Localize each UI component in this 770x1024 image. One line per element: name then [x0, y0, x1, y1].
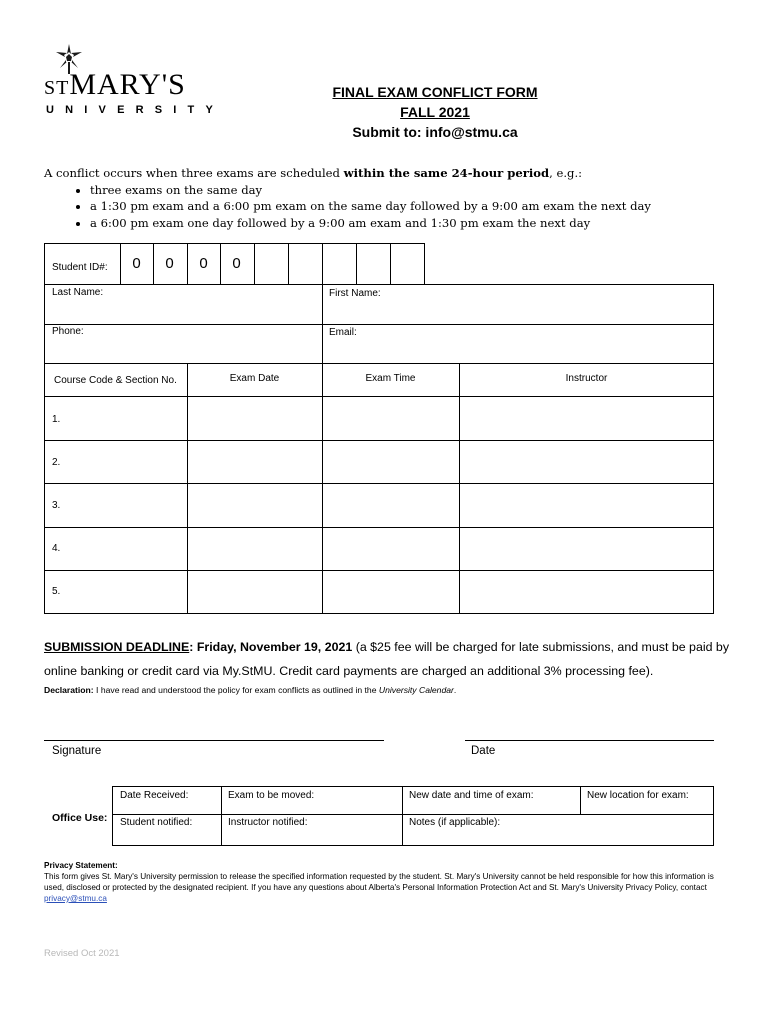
privacy-statement: [44, 860, 734, 904]
declaration: [44, 685, 456, 695]
lead-text-1: A conflict occurs when three exams are scheduled: [44, 166, 344, 180]
table-row[interactable]: 5.: [52, 586, 61, 597]
list-item: • a 1:30 pm exam and a 6:00 pm exam on the same day followed by a 9:00 am exam the next day: [90, 198, 734, 215]
declaration-end: .: [453, 685, 457, 695]
lead-bold: within the same 24-hour period: [343, 166, 550, 180]
logo-wordmark: [44, 70, 186, 103]
new-date-time-field[interactable]: New date and time of exam:: [409, 790, 534, 801]
logo-marys: MARY'S: [69, 68, 186, 101]
form-title-block: [300, 82, 570, 142]
signature-line[interactable]: [44, 740, 384, 741]
conflict-definition: [44, 165, 734, 231]
privacy-title: Privacy Statement:: [44, 861, 118, 870]
deadline-label-wrap: [44, 640, 352, 654]
table-row[interactable]: 2.: [52, 457, 61, 468]
col-exam-time: Exam Time: [365, 373, 416, 384]
submit-to: Submit to: info@stmu.ca: [352, 124, 518, 140]
list-item: • three exams on the same day: [90, 182, 734, 199]
student-id-label: Student ID#:: [52, 262, 108, 273]
logo-university: UNIVERSITY: [46, 104, 225, 116]
student-id-digit[interactable]: 0: [232, 255, 241, 272]
student-id-digit[interactable]: 0: [199, 255, 208, 272]
table-row[interactable]: 4.: [52, 543, 61, 554]
form-title: FINAL EXAM CONFLICT FORM: [332, 84, 538, 100]
submission-deadline: [44, 635, 744, 683]
privacy-email-link[interactable]: privacy@stmu.ca: [44, 894, 107, 903]
student-id-digit[interactable]: 0: [132, 255, 141, 272]
university-calendar: University Calendar: [378, 685, 454, 695]
date-label: Date: [471, 745, 496, 757]
phone-field[interactable]: Phone:: [52, 326, 84, 337]
date-line[interactable]: [465, 740, 714, 741]
lead-text-2: , e.g.:: [549, 166, 583, 180]
email-field[interactable]: Email:: [329, 327, 357, 338]
col-course-code: Course Code & Section No.: [54, 375, 177, 386]
table-row[interactable]: 3.: [52, 500, 61, 511]
declaration-label: Declaration:: [44, 685, 94, 695]
privacy-text: This form gives St. Mary's University permission to release the specified information requested by the student. St. Mary's University cannot be held responsible for how this information is used, disclosed or protected by the designated recipient. If you have any questions about Alberta's Personal Information Protection Act and St. Mary's University Privacy Policy, contact: [44, 872, 714, 892]
logo-st: ST: [44, 77, 70, 99]
col-exam-date: Exam Date: [229, 373, 280, 384]
instructor-notified-field[interactable]: Instructor notified:: [228, 817, 308, 828]
deadline-date: : Friday, November 19, 2021: [189, 640, 353, 654]
office-use-label: Office Use:: [52, 812, 108, 824]
col-instructor: Instructor: [565, 373, 608, 384]
conflict-examples: [44, 182, 734, 232]
revised-date: Revised Oct 2021: [44, 948, 120, 959]
conflict-lead: [44, 165, 734, 182]
signature-label: Signature: [52, 745, 102, 757]
exam-to-be-moved-field[interactable]: Exam to be moved:: [228, 790, 315, 801]
deadline-note: (a $25 fee will be charged for late submissions, and must be paid by online banking or credit card via My.StMU. Credit card payments are charged an additional 3% processing fee).: [44, 640, 730, 678]
student-notified-field[interactable]: Student notified:: [120, 817, 193, 828]
new-location-field[interactable]: New location for exam:: [587, 790, 689, 801]
first-name-field[interactable]: First Name:: [329, 288, 381, 299]
student-id-digit[interactable]: 0: [165, 255, 174, 272]
last-name-field[interactable]: Last Name:: [52, 287, 104, 298]
table-row[interactable]: 1.: [52, 414, 61, 425]
deadline-label: SUBMISSION DEADLINE: [44, 640, 190, 654]
form-term: FALL 2021: [400, 104, 470, 120]
exam-table: [44, 363, 714, 614]
notes-field[interactable]: Notes (if applicable):: [409, 817, 501, 828]
list-item: • a 6:00 pm exam one day followed by a 9:00 am exam and 1:30 pm exam the next day: [90, 215, 734, 232]
declaration-text: I have read and understood the policy for exam conflicts as outlined in the: [93, 685, 379, 695]
date-received-field[interactable]: Date Received:: [120, 790, 189, 801]
